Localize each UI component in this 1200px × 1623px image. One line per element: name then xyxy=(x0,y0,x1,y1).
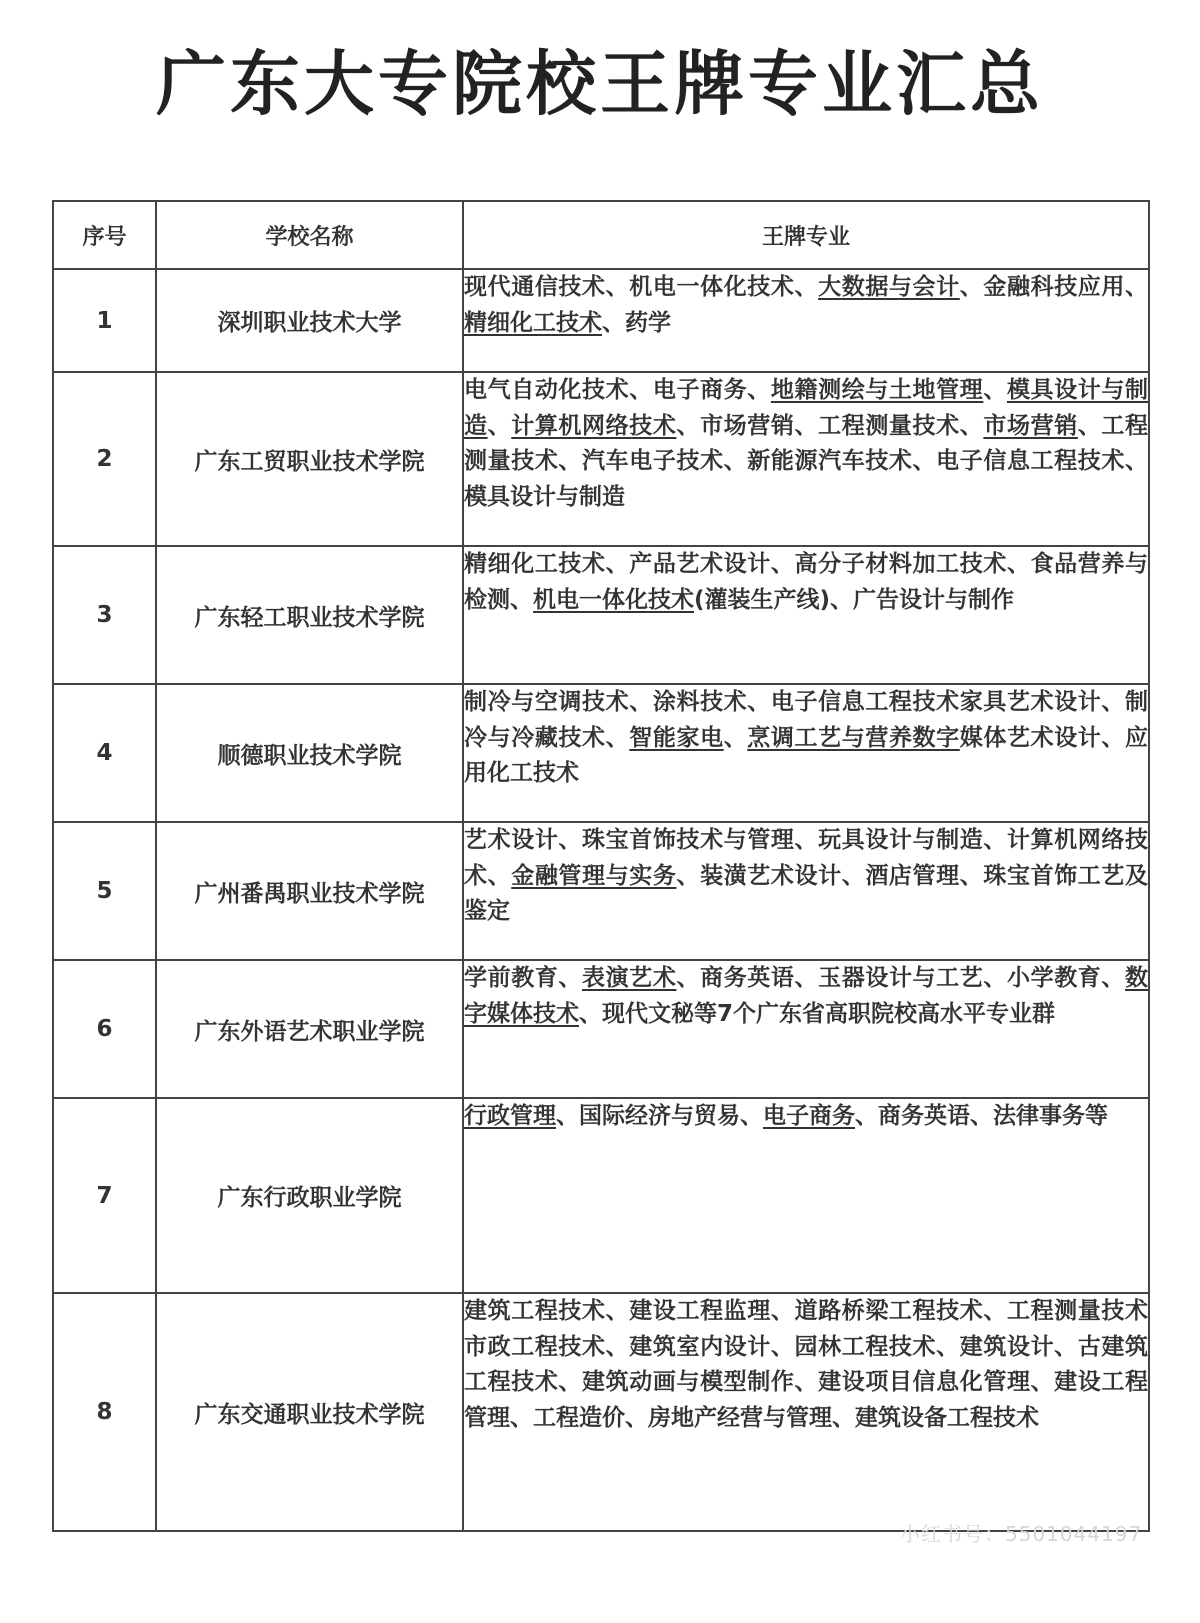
header-index: 序号 xyxy=(53,201,156,269)
major-underlined: 智能家电 xyxy=(629,724,724,751)
row-index: 6 xyxy=(53,960,156,1098)
table-row xyxy=(53,1293,1149,1531)
major-text: 、现代文秘等7个广东省高职院校高水平专业群 xyxy=(579,1000,1056,1027)
major-underlined: 数字媒体技术 xyxy=(464,965,1149,1027)
major-text: 建筑工程技术、建设工程监理、道路桥梁工程技术、工程测量技术市政工程技术、建筑室内设计、园林工程技术、建筑设计、古建筑工程技术、建筑动画与模型制作、建设项目信息化管理、建设工程管理、工程造价、房地产经营与管理、建筑设备工程技术 xyxy=(464,1298,1148,1431)
table-row xyxy=(53,546,1149,684)
major-text: 、药学 xyxy=(602,309,671,336)
major-text: 精细化工技术、产品艺术设计、高分子材料加工技术、食品营养与检测、 xyxy=(464,551,1148,613)
major-underlined: 地籍测绘与土地管理 xyxy=(770,377,984,403)
majors-list xyxy=(463,1293,1149,1531)
major-underlined: 计算机网络技术 xyxy=(511,412,677,439)
major-text: 、市场营销、工程测量技术、 xyxy=(676,412,984,439)
major-text: 、商务英语、法律事务等 xyxy=(855,1103,1108,1129)
watermark: 小红书号：5501044197 xyxy=(900,1522,1143,1546)
major-text: 、金融科技应用、 xyxy=(959,274,1149,300)
table-row xyxy=(53,269,1149,372)
row-index: 7 xyxy=(53,1098,156,1293)
row-index: 2 xyxy=(53,372,156,546)
row-index: 5 xyxy=(53,822,156,960)
row-index: 1 xyxy=(53,269,156,372)
majors-table xyxy=(52,200,1150,1532)
major-text: 、 xyxy=(723,724,748,751)
major-underlined: 精细化工技术 xyxy=(464,309,602,336)
majors-list xyxy=(463,269,1149,372)
major-text: 、国际经济与贸易、 xyxy=(556,1103,763,1129)
school-name: 广东轻工职业技术学院 xyxy=(156,546,463,684)
major-underlined: 表演艺术 xyxy=(582,965,677,991)
table-row xyxy=(53,822,1149,960)
header-majors: 王牌专业 xyxy=(463,201,1149,269)
table-row xyxy=(53,372,1149,546)
major-text: 、装潢艺术设计、酒店管理、珠宝首饰工艺及鉴定 xyxy=(464,862,1149,924)
school-name: 广东工贸职业技术学院 xyxy=(156,372,463,546)
major-text: 艺术设计、珠宝首饰技术与管理、玩具设计与制造、计算机网络技术、 xyxy=(464,827,1148,889)
majors-list xyxy=(463,546,1149,684)
table-header-row xyxy=(53,201,1149,269)
major-underlined: 金融管理与实务 xyxy=(511,862,677,889)
school-name: 深圳职业技术大学 xyxy=(156,269,463,372)
major-text: 媒体艺术设计、应用化工技术 xyxy=(464,724,1149,786)
major-text: 、商务英语、玉器设计与工艺、小学教育、 xyxy=(676,965,1126,991)
school-name: 广东行政职业学院 xyxy=(156,1098,463,1293)
majors-list xyxy=(463,960,1149,1098)
header-school: 学校名称 xyxy=(156,201,463,269)
school-name: 广东交通职业技术学院 xyxy=(156,1293,463,1531)
school-name: 广东外语艺术职业学院 xyxy=(156,960,463,1098)
row-index: 4 xyxy=(53,684,156,822)
major-text: 、 xyxy=(983,377,1007,403)
major-text: 现代通信技术、机电一体化技术、 xyxy=(464,274,819,300)
major-underlined: 行政管理 xyxy=(464,1103,556,1129)
major-underlined: 烹调工艺与营养数字 xyxy=(747,724,960,751)
major-underlined: 机电一体化技术 xyxy=(533,586,694,613)
major-underlined: 电子商务 xyxy=(763,1103,855,1129)
major-underlined: 大数据与会计 xyxy=(818,274,960,300)
table-row xyxy=(53,684,1149,822)
major-text: 电气自动化技术、电子商务、 xyxy=(464,377,771,403)
school-name: 顺德职业技术学院 xyxy=(156,684,463,822)
majors-list xyxy=(463,372,1149,546)
major-underlined: 模具设计与制造 xyxy=(464,377,1149,439)
major-text: 学前教育、 xyxy=(464,965,583,991)
table-row xyxy=(53,960,1149,1098)
major-underlined: 市场营销 xyxy=(983,412,1078,439)
page-title: 广东大专院校王牌专业汇总 xyxy=(156,43,1044,125)
row-index: 3 xyxy=(53,546,156,684)
major-text: (灌装生产线)、广告设计与制作 xyxy=(694,586,1015,613)
majors-list xyxy=(463,1098,1149,1293)
school-name: 广州番禺职业技术学院 xyxy=(156,822,463,960)
major-text: 、 xyxy=(487,412,512,439)
major-text: 、工程测量技术、汽车电子技术、新能源汽车技术、电子信息工程技术、模具设计与制造 xyxy=(464,412,1149,510)
table-row xyxy=(53,1098,1149,1293)
row-index: 8 xyxy=(53,1293,156,1531)
majors-list xyxy=(463,822,1149,960)
major-text: 制冷与空调技术、涂料技术、电子信息工程技术家具艺术设计、制冷与冷藏技术、 xyxy=(464,689,1148,751)
majors-list xyxy=(463,684,1149,822)
